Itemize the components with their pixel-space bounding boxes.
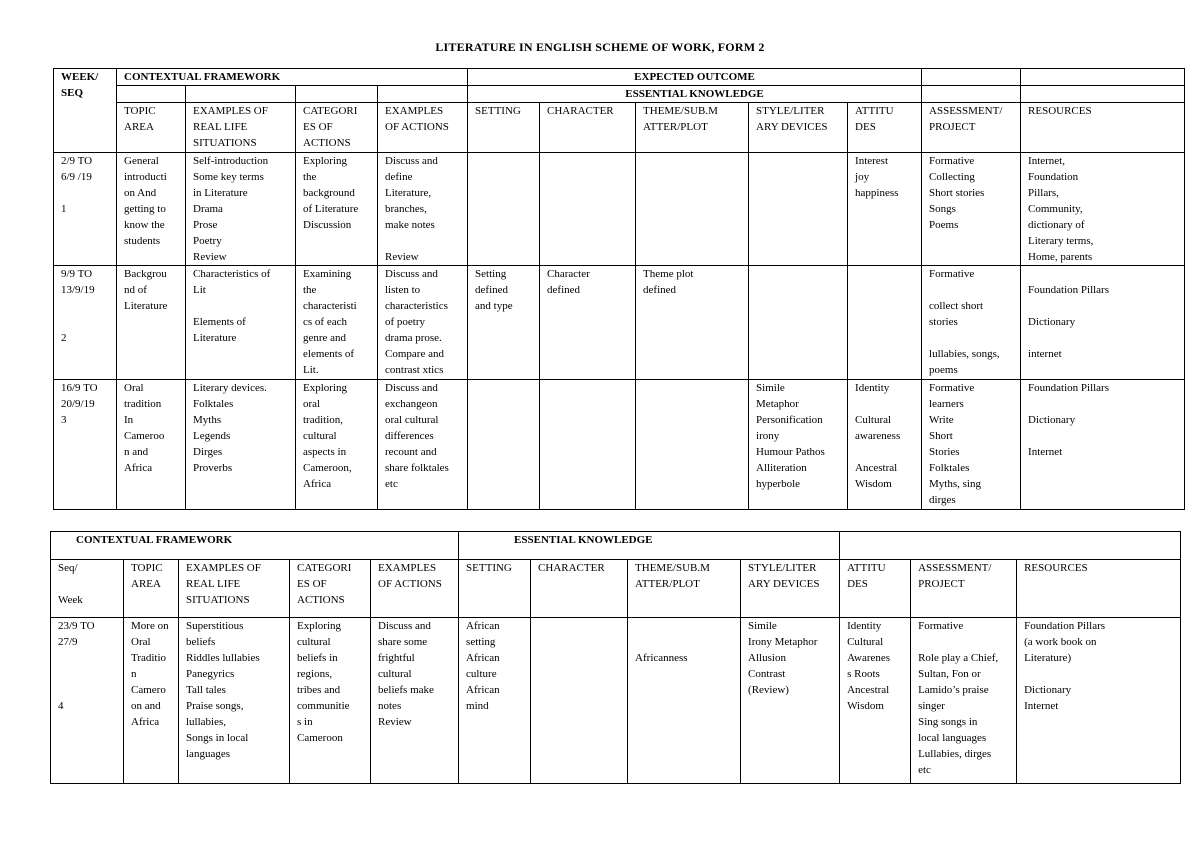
blank-cell: [1021, 69, 1185, 86]
cell-week: 9/9 TO 13/9/19 2: [54, 266, 117, 380]
cell-seq: 23/9 TO 27/9 4: [51, 618, 124, 784]
cell-attitudes: Identity Cultural Awarenes s Roots Ancestral Wisdom: [840, 618, 911, 784]
col-header-topic: TOPIC AREA: [117, 103, 186, 153]
col-header-attitudes: ATTITU DES: [840, 560, 911, 618]
cell-character: [531, 618, 628, 784]
essential-knowledge-header: ESSENTIAL KNOWLEDGE: [468, 86, 922, 103]
col-header-assessment: ASSESSMENT/ PROJECT: [911, 560, 1017, 618]
col-header-style: STYLE/LITER ARY DEVICES: [749, 103, 848, 153]
cell-setting: Setting defined and type: [468, 266, 540, 380]
cell-categories: Examining the characteristi cs of each genre and elements of Lit.: [296, 266, 378, 380]
cell-character: Character defined: [540, 266, 636, 380]
cell-theme: [636, 380, 749, 510]
cell-examples-life: Superstitious beliefs Riddles lullabies Panegyrics Tall tales Praise songs, lullabies, Songs in local languages: [179, 618, 290, 784]
col-header-character: CHARACTER: [531, 560, 628, 618]
blank-cell: [378, 86, 468, 103]
col-header-character: CHARACTER: [540, 103, 636, 153]
cell-resources: Foundation Pillars Dictionary internet: [1021, 266, 1185, 380]
cell-attitudes: Identity Cultural awareness Ancestral Wisdom: [848, 380, 922, 510]
col-header-theme: THEME/SUB.M ATTER/PLOT: [628, 560, 741, 618]
week-seq-header: WEEK/ SEQ: [54, 69, 117, 153]
col-header-examples-life: EXAMPLES OF REAL LIFE SITUATIONS: [179, 560, 290, 618]
blank-cell: [186, 86, 296, 103]
cell-theme: Theme plot defined: [636, 266, 749, 380]
blank-cell: [296, 86, 378, 103]
table-row: [54, 380, 1185, 510]
cell-assessment: Formative Role play a Chief, Sultan, Fon or Lamido’s praise singer Sing songs in local languages Lullabies, dirges etc: [911, 618, 1017, 784]
document-title: LITERATURE IN ENGLISH SCHEME OF WORK, FORM 2: [435, 40, 765, 54]
cell-setting: [468, 380, 540, 510]
cell-assessment: Formative Collecting Short stories Songs Poems: [922, 153, 1021, 266]
cell-setting: [468, 153, 540, 266]
cell-style: Simile Irony Metaphor Allusion Contrast (Review): [741, 618, 840, 784]
col-header-attitudes: ATTITU DES: [848, 103, 922, 153]
blank-cell: [922, 86, 1021, 103]
cell-style: [749, 266, 848, 380]
cell-assessment: Formative learners Write Short Stories Folktales Myths, sing dirges: [922, 380, 1021, 510]
contextual-framework-header: CONTEXTUAL FRAMEWORK: [51, 532, 459, 560]
cell-examples-actions: Discuss and define Literature, branches, make notes Review: [378, 153, 468, 266]
cell-week: 16/9 TO 20/9/19 3: [54, 380, 117, 510]
cell-week: 2/9 TO 6/9 /19 1: [54, 153, 117, 266]
cell-categories: Exploring oral tradition, cultural aspects in Cameroon, Africa: [296, 380, 378, 510]
cell-resources: Foundation Pillars Dictionary Internet: [1021, 380, 1185, 510]
contextual-framework-header: CONTEXTUAL FRAMEWORK: [117, 69, 468, 86]
col-header-setting: SETTING: [468, 103, 540, 153]
cell-character: [540, 153, 636, 266]
scheme-table-1: [53, 68, 1185, 510]
cell-assessment: Formative collect short stories lullabies, songs, poems: [922, 266, 1021, 380]
blank-cell: [1021, 86, 1185, 103]
col-header-style: STYLE/LITER ARY DEVICES: [741, 560, 840, 618]
col-header-categories: CATEGORI ES OF ACTIONS: [290, 560, 371, 618]
cell-examples-actions: Discuss and listen to characteristics of poetry drama prose. Compare and contrast xtics: [378, 266, 468, 380]
col-header-examples-life: EXAMPLES OF REAL LIFE SITUATIONS: [186, 103, 296, 153]
cell-resources: Internet, Foundation Pillars, Community, dictionary of Literary terms, Home, parents: [1021, 153, 1185, 266]
cell-style: Simile Metaphor Personification irony Humour Pathos Alliteration hyperbole: [749, 380, 848, 510]
cell-examples-life: Self-introduction Some key terms in Literature Drama Prose Poetry Review: [186, 153, 296, 266]
cell-resources: Foundation Pillars (a work book on Literature) Dictionary Internet: [1017, 618, 1181, 784]
scheme-table-2: [50, 531, 1181, 784]
col-header-examples-actions: EXAMPLES OF ACTIONS: [378, 103, 468, 153]
cell-attitudes: [848, 266, 922, 380]
col-header-resources: RESOURCES: [1021, 103, 1185, 153]
blank-cell: [117, 86, 186, 103]
cell-theme: Africanness: [628, 618, 741, 784]
blank-cell: [840, 532, 1181, 560]
cell-examples-life: Literary devices. Folktales Myths Legends Dirges Proverbs: [186, 380, 296, 510]
col-header-resources: RESOURCES: [1017, 560, 1181, 618]
cell-attitudes: Interest joy happiness: [848, 153, 922, 266]
cell-theme: [636, 153, 749, 266]
col-header-assessment: ASSESSMENT/ PROJECT: [922, 103, 1021, 153]
cell-topic: General introducti on And getting to know the students: [117, 153, 186, 266]
col-header-setting: SETTING: [459, 560, 531, 618]
cell-categories: Exploring the background of Literature Discussion: [296, 153, 378, 266]
cell-setting: African setting African culture African mind: [459, 618, 531, 784]
col-header-categories: CATEGORI ES OF ACTIONS: [296, 103, 378, 153]
cell-examples-life: Characteristics of Lit Elements of Literature: [186, 266, 296, 380]
cell-categories: Exploring cultural beliefs in regions, tribes and communitie s in Cameroon: [290, 618, 371, 784]
essential-knowledge-header: ESSENTIAL KNOWLEDGE: [459, 532, 840, 560]
col-header-examples-actions: EXAMPLES OF ACTIONS: [371, 560, 459, 618]
table-row: [54, 153, 1185, 266]
cell-topic: More on Oral Traditio n Camero on and Africa: [124, 618, 179, 784]
cell-character: [540, 380, 636, 510]
expected-outcome-header: EXPECTED OUTCOME: [468, 69, 922, 86]
col-header-theme: THEME/SUB.M ATTER/PLOT: [636, 103, 749, 153]
table-row: [51, 618, 1181, 784]
cell-examples-actions: Discuss and exchangeon oral cultural differences recount and share folktales etc: [378, 380, 468, 510]
blank-cell: [922, 69, 1021, 86]
col-header-topic: TOPIC AREA: [124, 560, 179, 618]
table-row: [54, 266, 1185, 380]
col-header-seq-week: Seq/ Week: [51, 560, 124, 618]
cell-topic: Oral tradition In Cameroo n and Africa: [117, 380, 186, 510]
cell-topic: Backgrou nd of Literature: [117, 266, 186, 380]
cell-examples-actions: Discuss and share some frightful cultural beliefs make notes Review: [371, 618, 459, 784]
cell-style: [749, 153, 848, 266]
